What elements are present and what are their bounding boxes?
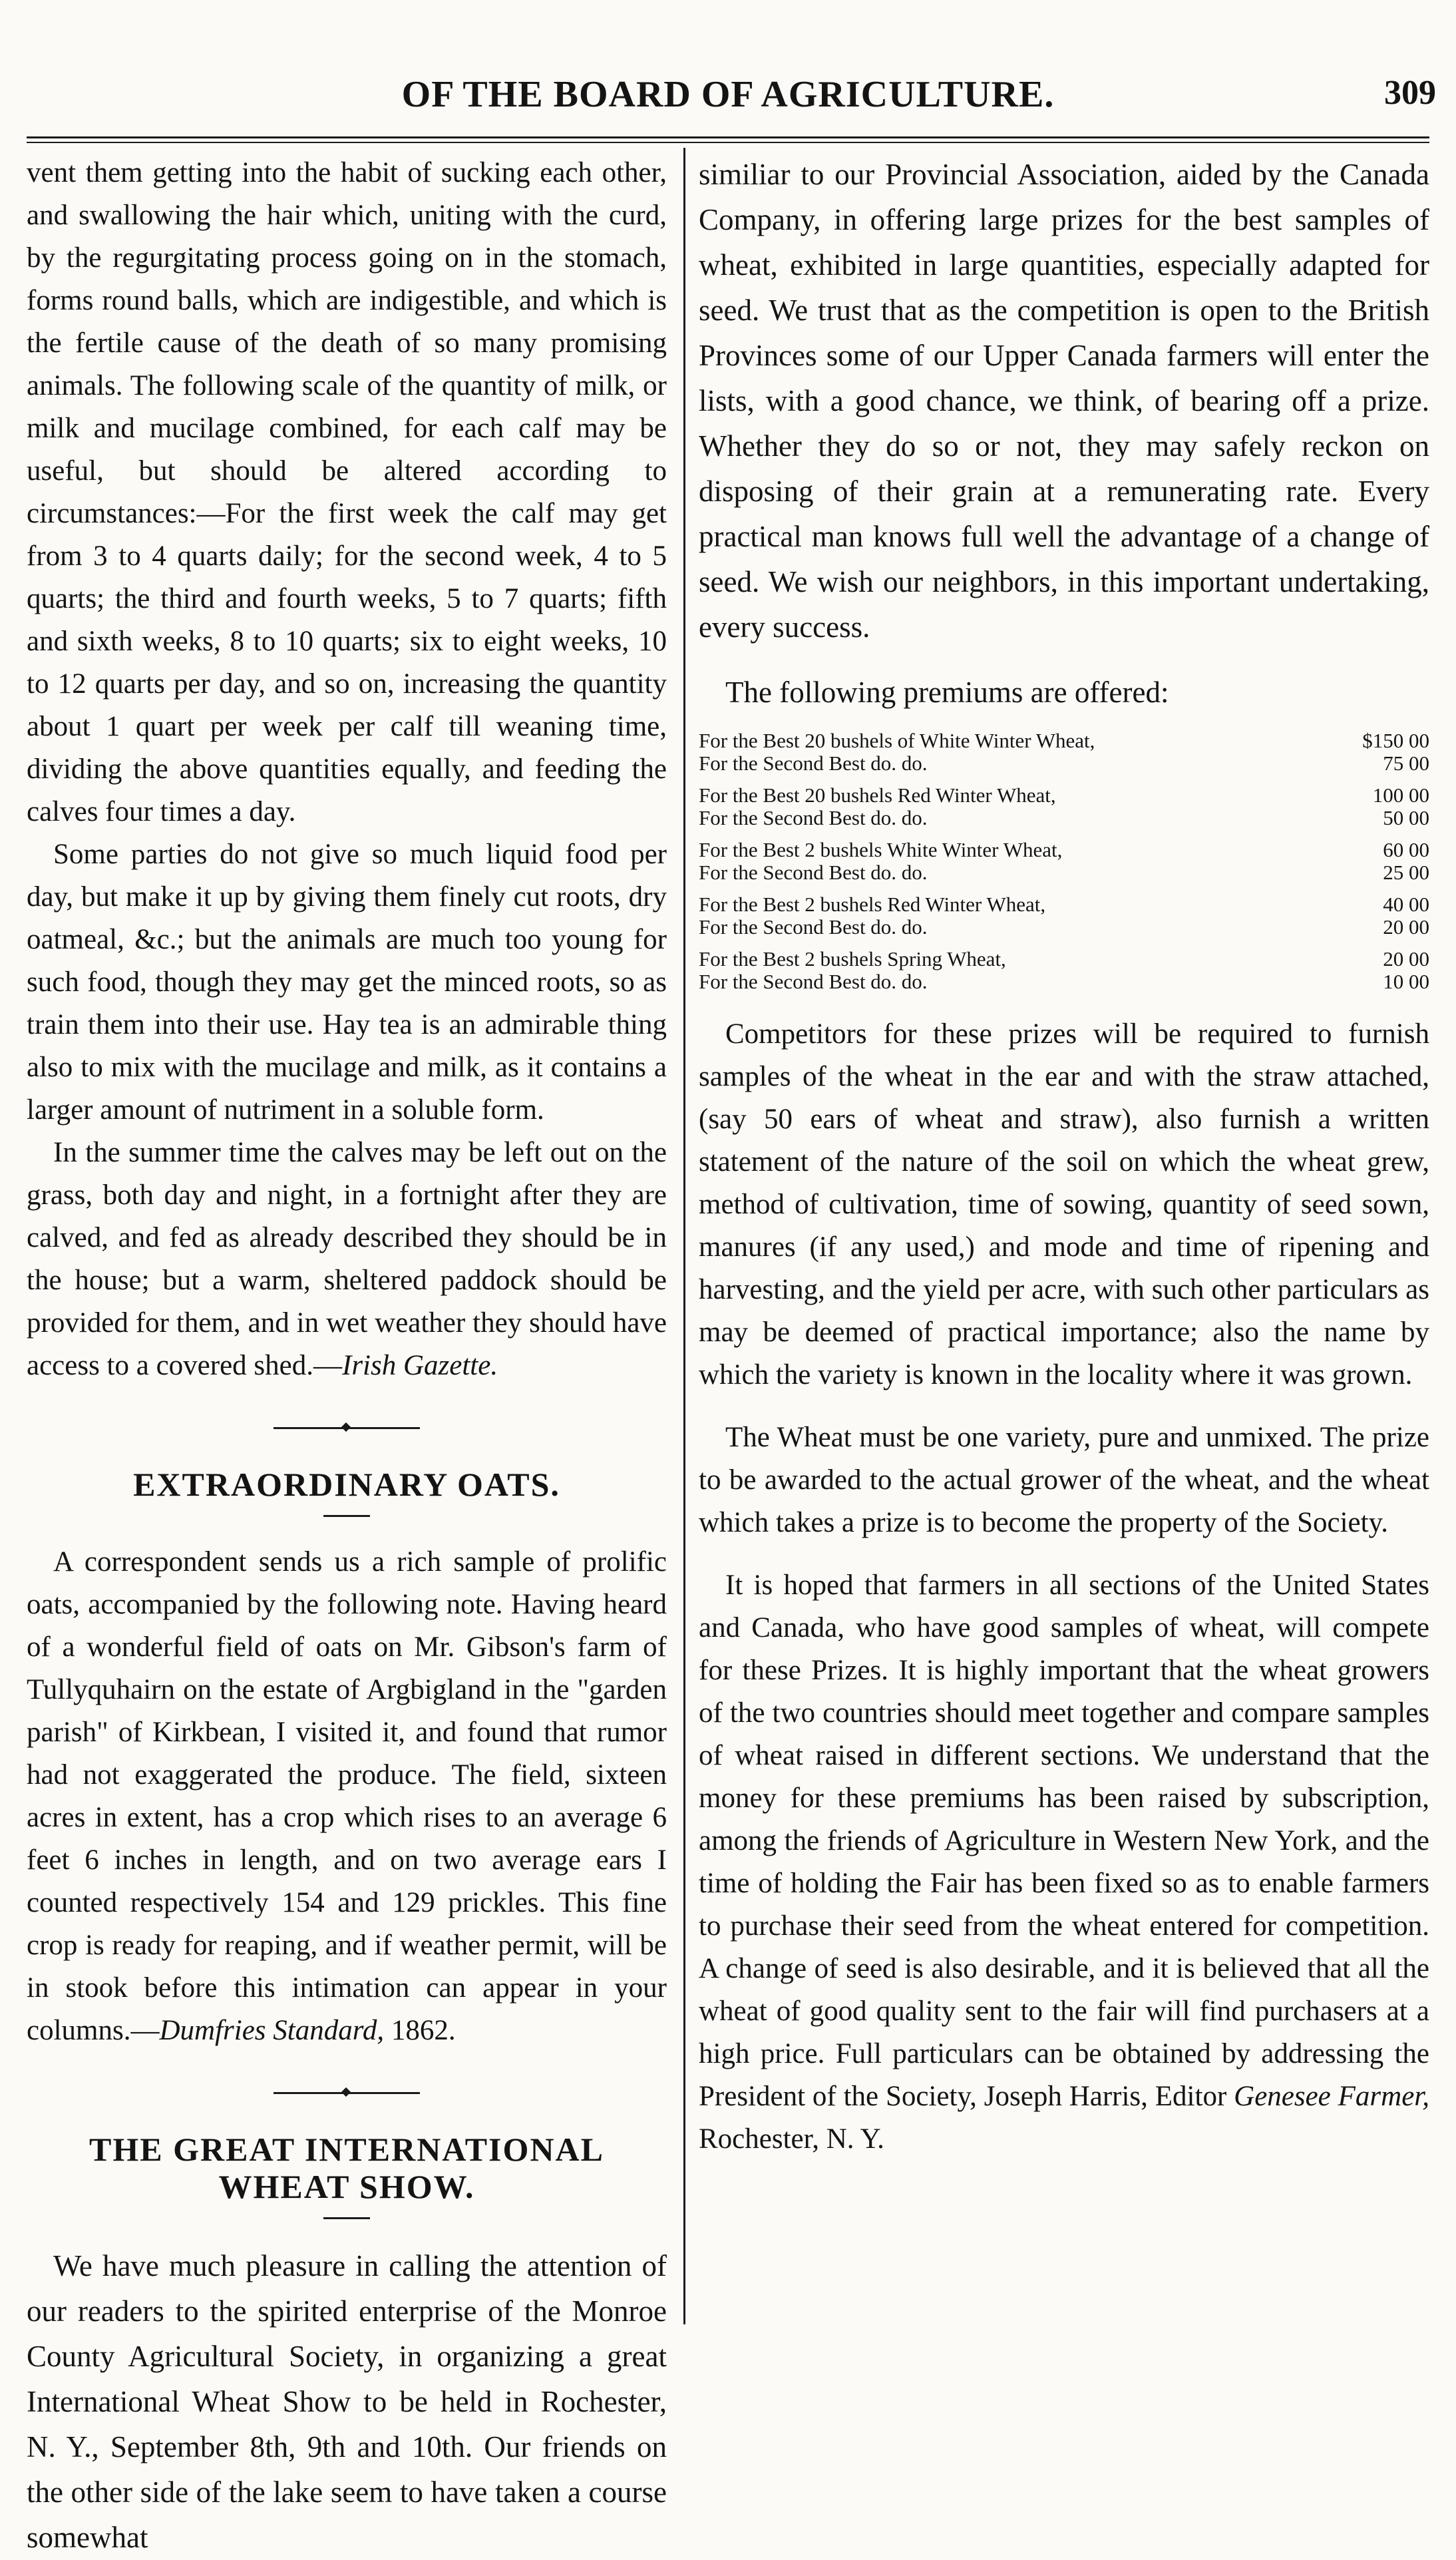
wheat-heading-line-1: THE GREAT INTERNATIONAL bbox=[89, 2131, 604, 2168]
premium-amount: 40 00 bbox=[1383, 893, 1429, 916]
oats-heading: EXTRAORDINARY OATS. bbox=[133, 1466, 560, 1503]
premium-amount: 75 00 bbox=[1383, 751, 1429, 775]
page-number: 309 bbox=[1384, 74, 1436, 112]
hoped-paragraph-text: It is hoped that farmers in all sections of the United States and Canada, who have good samples of wheat, will compete for these Prizes. It is highly important that the wheat growers of the two countries should meet together and compare samples of wheat raised in different sections. We understand that the money for these premiums has been raised by subscription, among the friends of Agriculture in Western New York, and the time of holding the Fair has been fixed so as to enable farmers to purchase their seed from the wheat entered for competition. A change of seed is also desirable, and it is believed that all the wheat of good quality sent to the fair will find purchasers at a high price. Full particulars can be obtained by addressing the President of the Society, Joseph Harris, Editor bbox=[699, 1570, 1429, 2112]
premium-amount: $150 00 bbox=[1362, 729, 1429, 752]
premium-amount: 20 00 bbox=[1383, 947, 1429, 970]
wheat-variety-paragraph: The Wheat must be one variety, pure and unmixed. The prize to be awarded to the actual grower of the wheat, and the wheat which takes a prize is to become the property of the Society. bbox=[699, 1422, 1429, 1538]
premium-row bbox=[699, 730, 1429, 752]
oats-paragraph-text: A correspondent sends us a rich sample of prolific oats, accompanied by the following note. Having heard of a wonderful field of oats on Mr. Gibson's farm of Tullyquhairn on the estate of Argbigland in the "garden parish" of Kirkbean, I visited it, and found that rumor had not exaggerated the produce. The field, sixteen acres in extent, has a crop which rises to an average 6 feet 6 inches in length, and on two average ears I counted respectively 154 and 129 prickles. This fine crop is ready for reaping, and if weather permit, will be in stook before this intimation can appear in your columns.— bbox=[27, 1546, 667, 2046]
left-column bbox=[27, 152, 667, 2554]
premium-label: For the Second Best do. do. bbox=[699, 861, 928, 884]
wheat-heading-line-2: WHEAT SHOW. bbox=[218, 2168, 475, 2205]
genesee-farmer: Genesee Farmer, bbox=[1234, 2081, 1429, 2112]
header-rule-bottom bbox=[27, 142, 1429, 143]
spacer bbox=[699, 1544, 1429, 1564]
calves-paragraph-3 bbox=[27, 1132, 667, 1387]
column-divider bbox=[683, 148, 685, 2324]
premium-label: For the Second Best do. do. bbox=[699, 915, 928, 939]
premium-amount: 100 00 bbox=[1372, 783, 1429, 807]
running-title: OF THE BOARD OF AGRICULTURE. bbox=[401, 74, 1055, 115]
premium-label: For the Best 20 bushels of White Winter Wheat, bbox=[699, 729, 1095, 752]
page-header bbox=[0, 73, 1456, 133]
premium-amount: 25 00 bbox=[1383, 861, 1429, 884]
wheat-paragraph-1-continued: similiar to our Provincial Association, aided by the Canada Company, in offering large prizes for the best samples of wheat, exhibited in large quantities, especially adapted for seed. We trust that as the competition is open to the British Provinces some of our Upper Canada farmers will enter the lists, with a good chance, we think, of bearing off a prize. Whether they do so or not, they may safely reckon on disposing of their grain at a remunerating rate. Every practical man knows full well the advantage of a change of seed. We wish our neighbors, in this important undertaking, every success. bbox=[699, 158, 1429, 644]
oats-source: Dumfries Standard, bbox=[159, 2015, 385, 2046]
premium-row bbox=[699, 829, 1429, 861]
premium-row bbox=[699, 939, 1429, 970]
oats-heading-rule bbox=[323, 1515, 370, 1517]
calves-paragraph-2: Some parties do not give so much liquid food per day, but make it up by giving them finely cut roots, dry oatmeal, &c.; but the animals are much too young for such food, though they may get the minced roots, so as train them into their use. Hay tea is an admirable thing also to mix with the mucilage and milk, as it contains a larger amount of nutriment in a soluble form. bbox=[27, 839, 667, 1126]
premium-row bbox=[699, 884, 1429, 916]
wheat-heading-rule bbox=[323, 2217, 370, 2219]
right-column bbox=[699, 152, 1429, 2322]
premium-amount: 10 00 bbox=[1383, 970, 1429, 993]
premiums-intro: The following premiums are offered: bbox=[725, 676, 1169, 709]
calves-paragraph-3-text: In the summer time the calves may be left out on the grass, both day and night, in a fortnight after they are calved, and fed as already described they should be in the house; but a warm, sheltered paddock should be provided for them, and in wet weather they should have access to a covered shed.— bbox=[27, 1137, 667, 1381]
calves-source: Irish Gazette. bbox=[342, 1350, 498, 1381]
competitors-paragraph: Competitors for these prizes will be required to furnish samples of the wheat in the ear and with the straw attached, (say 50 ears of wheat and straw), also furnish a written statement of the nature of the soil on which the wheat grew, method of cultivation, time of sowing, quantity of seed sown, manures (if any used,) and mode and time of ripening and harvesting, and the yield per acre, with such other particulars as may be deemed of practical importance; also the name by which the variety is known in the locality where it was grown. bbox=[699, 1018, 1429, 1390]
premium-row bbox=[699, 752, 1429, 775]
premium-amount: 60 00 bbox=[1383, 838, 1429, 861]
premium-label: For the Best 20 bushels Red Winter Wheat, bbox=[699, 783, 1056, 807]
wheat-paragraph-1: We have much pleasure in calling the attention of our readers to the spirited enterprise of the Monroe County Agricultural Society, in organizing a great International Wheat Show to be held in Rochester, N. Y., September 8th, 9th and 10th. Our friends on the other side of the lake seem to have taken a course somewhat bbox=[27, 2249, 667, 2554]
premium-row bbox=[699, 916, 1429, 939]
oats-year: 1862. bbox=[384, 2015, 456, 2046]
premium-label: For the Best 2 bushels Spring Wheat, bbox=[699, 947, 1006, 970]
section-rule-1 bbox=[273, 1427, 420, 1429]
hoped-paragraph bbox=[699, 1564, 1429, 2161]
premiums-table bbox=[699, 730, 1429, 993]
oats-paragraph bbox=[27, 1541, 667, 2052]
premium-row bbox=[699, 861, 1429, 884]
premium-amount: 50 00 bbox=[1383, 806, 1429, 829]
premium-label: For the Best 2 bushels White Winter Wheat, bbox=[699, 838, 1063, 861]
premium-row bbox=[699, 775, 1429, 807]
premium-amount: 20 00 bbox=[1383, 915, 1429, 939]
premium-row bbox=[699, 970, 1429, 993]
premium-label: For the Second Best do. do. bbox=[699, 970, 928, 993]
premium-label: For the Second Best do. do. bbox=[699, 751, 928, 775]
spacer bbox=[699, 650, 1429, 670]
header-rule-top bbox=[27, 136, 1429, 138]
premium-label: For the Best 2 bushels Red Winter Wheat, bbox=[699, 893, 1046, 916]
premium-label: For the Second Best do. do. bbox=[699, 806, 928, 829]
calves-paragraph-1: vent them getting into the habit of sucking each other, and swallowing the hair which, uniting with the curd, by the regurgitating process going on in the stomach, forms round balls, which are indigestible, and which is the fertile cause of the death of so many promising animals. The following scale of the quantity of milk, or milk and mucilage combined, for each calf may be useful, but should be altered according to circumstances:—For the first week the calf may get from 3 to 4 quarts daily; for the second week, 4 to 5 quarts; the third and fourth weeks, 5 to 7 quarts; fifth and sixth weeks, 8 to 10 quarts; six to eight weeks, 10 to 12 quarts per day, and so on, increasing the quantity about 1 quart per week per calf till weaning time, dividing the above quantities equally, and feeding the calves four times a day. bbox=[27, 157, 667, 827]
hoped-paragraph-end: Rochester, N. Y. bbox=[699, 2123, 884, 2155]
premium-row bbox=[699, 807, 1429, 829]
section-rule-2 bbox=[273, 2092, 420, 2094]
spacer bbox=[699, 1396, 1429, 1416]
